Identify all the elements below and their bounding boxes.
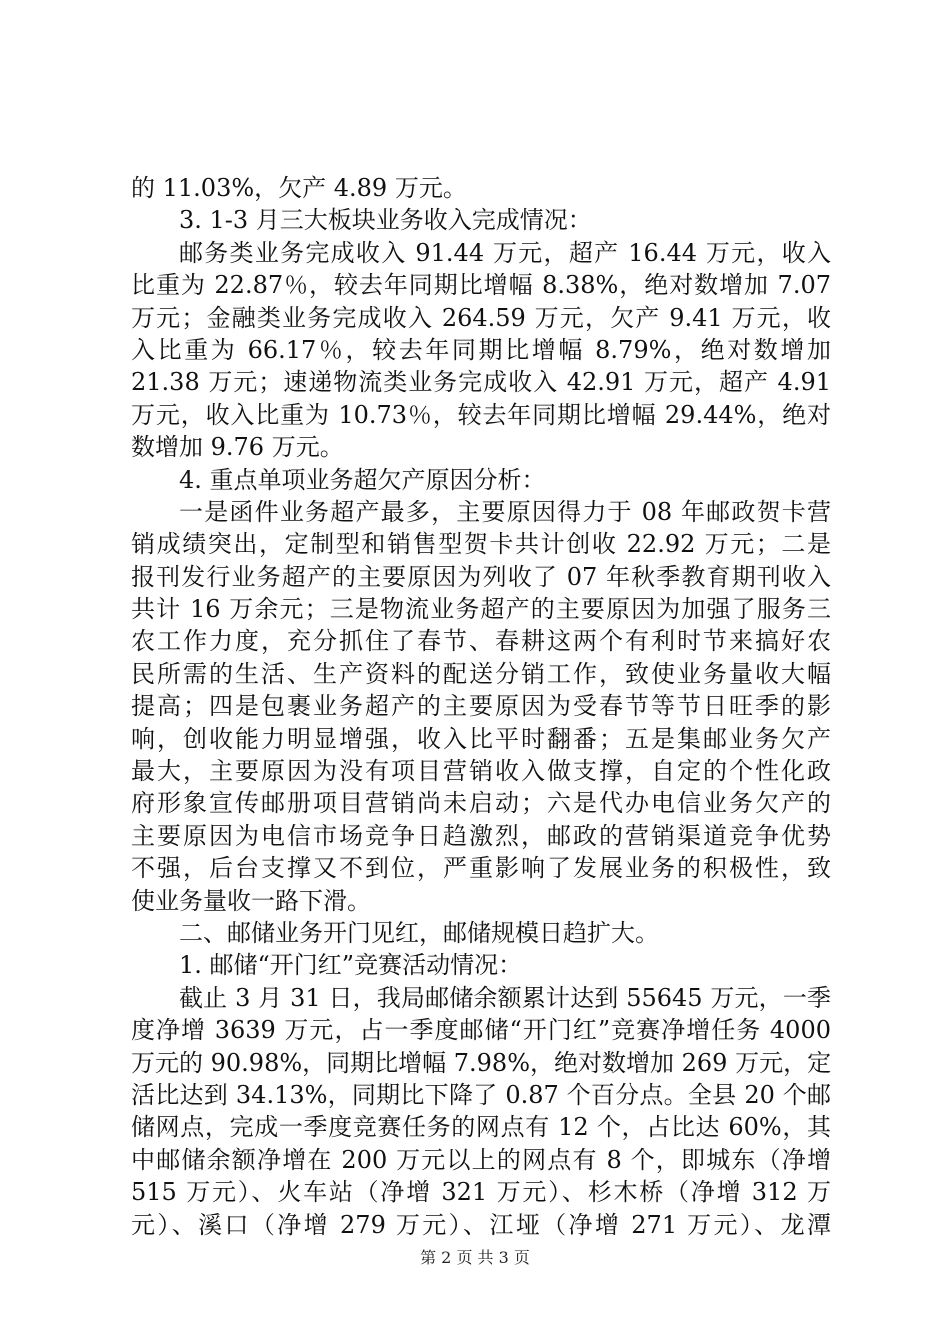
text-line: 515 万元）、火车站（净增 321 万元）、杉木桥（净增 312 万: [131, 1178, 831, 1207]
text-line: 不强，后台支撑又不到位，严重影响了发展业务的积极性，致: [131, 854, 831, 883]
section-heading: 4. 重点单项业务超欠产原因分析：: [179, 465, 546, 494]
text-line: 邮务类业务完成收入 91.44 万元，超产 16.44 万元，收入: [179, 238, 831, 267]
section-heading: 二、邮储业务开门见红，邮储规模日趋扩大。: [179, 918, 659, 947]
text-line: 一是函件业务超产最多，主要原因得力于 08 年邮政贺卡营: [179, 497, 831, 526]
text-line: 农工作力度，充分抓住了春节、春耕这两个有利时节来搞好农: [131, 627, 831, 656]
page-number-footer: 第 2 页 共 3 页: [420, 1248, 530, 1267]
text-line: 响，创收能力明显增强，收入比平时翻番；五是集邮业务欠产: [131, 724, 831, 753]
text-line: 中邮储余额净增在 200 万元以上的网点有 8 个，即城东（净增: [131, 1145, 831, 1174]
text-line: 21.38 万元；速递物流类业务完成收入 42.91 万元，超产 4.91: [131, 368, 831, 397]
document-body: [131, 172, 831, 1241]
text-line: 万元，收入比重为 10.73％，较去年同期比增幅 29.44%，绝对: [131, 400, 831, 429]
text-line: 入比重为 66.17％，较去年同期比增幅 8.79%，绝对数增加: [131, 335, 831, 364]
section-heading: 1. 邮储“开门红”竞赛活动情况：: [179, 951, 523, 980]
text-line: 比重为 22.87％，较去年同期比增幅 8.38%，绝对数增加 7.07: [131, 271, 831, 300]
text-line: 最大，主要原因为没有项目营销收入做支撑，自定的个性化政: [131, 757, 831, 786]
text-line: 府形象宣传邮册项目营销尚未启动；六是代办电信业务欠产的: [131, 789, 831, 818]
text-line: 民所需的生活、生产资料的配送分销工作，致使业务量收大幅: [131, 659, 831, 688]
text-line: 储网点，完成一季度竞赛任务的网点有 12 个，占比达 60%，其: [131, 1113, 831, 1142]
text-line: 万元；金融类业务完成收入 264.59 万元，欠产 9.41 万元，收: [131, 303, 831, 332]
text-line: 的 11.03%，欠产 4.89 万元。: [131, 174, 467, 202]
text-line: 共计 16 万余元；三是物流业务超产的主要原因为加强了服务三: [131, 595, 831, 624]
text-line: 销成绩突出，定制型和销售型贺卡共计创收 22.92 万元；二是: [131, 530, 831, 559]
text-line: 万元的 90.98%，同期比增幅 7.98%，绝对数增加 269 万元，定: [131, 1048, 831, 1077]
text-line: 活比达到 34.13%，同期比下降了 0.87 个百分点。全县 20 个邮: [131, 1080, 831, 1109]
text-line: 截止 3 月 31 日，我局邮储余额累计达到 55645 万元，一季: [179, 983, 831, 1012]
text-line: 主要原因为电信市场竞争日趋激烈，邮政的营销渠道竞争优势: [131, 821, 831, 850]
text-line: 度净增 3639 万元，占一季度邮储“开门红”竞赛净增任务 4000: [131, 1016, 831, 1045]
text-line: 数增加 9.76 万元。: [131, 433, 344, 462]
text-line: 提高；四是包裹业务超产的主要原因为受春节等节日旺季的影: [131, 692, 831, 721]
text-line: 元）、溪口（净增 279 万元）、江垭（净增 271 万元）、龙潭: [131, 1210, 831, 1239]
section-heading: 3. 1-3 月三大板块业务收入完成情况：: [179, 206, 592, 235]
text-line: 使业务量收一路下滑。: [131, 886, 371, 915]
text-line: 报刊发行业务超产的主要原因为列收了 07 年秋季教育期刊收入: [131, 562, 831, 591]
